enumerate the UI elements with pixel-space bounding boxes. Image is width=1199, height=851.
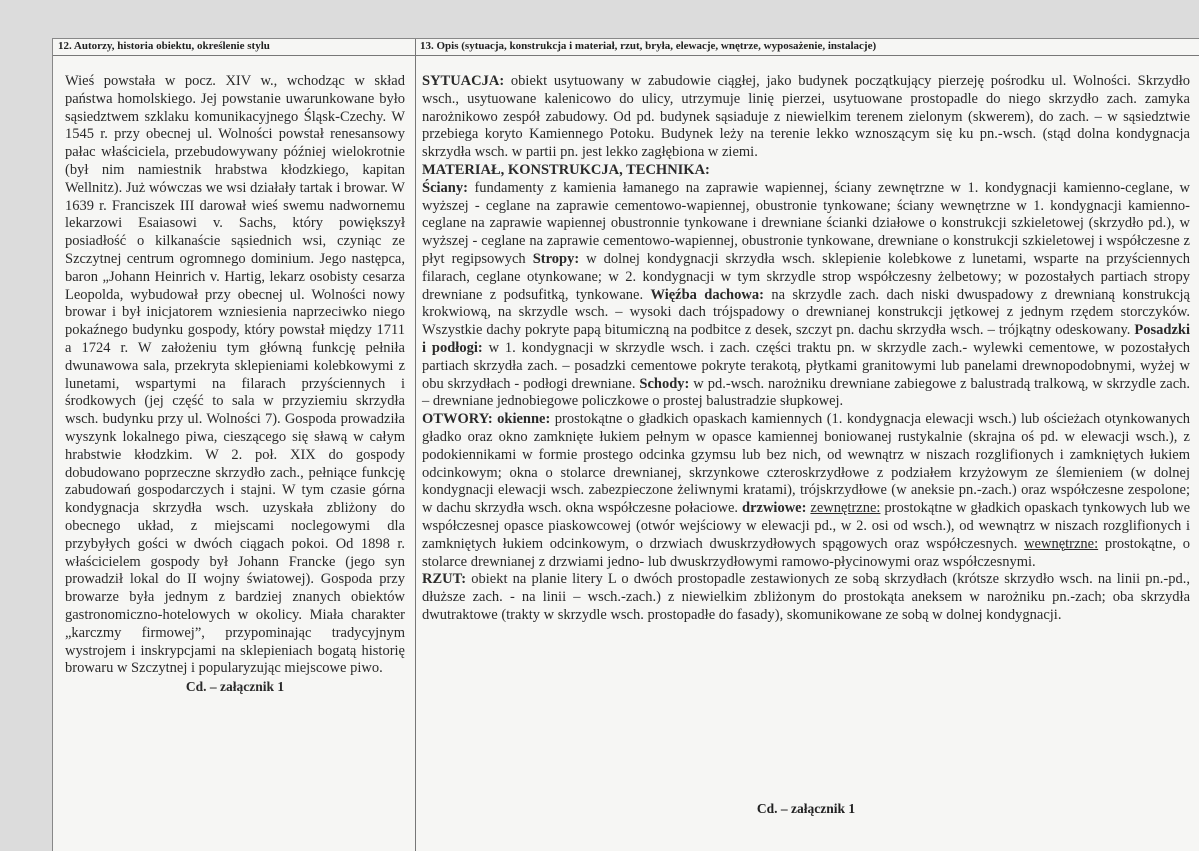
interior-doors-label: wewnętrzne: [1024, 535, 1099, 552]
windows-label: okienne: [497, 411, 551, 428]
header-left: 12. Autorzy, historia obiektu, określenie stylu [58, 40, 270, 52]
form-header [53, 39, 1199, 56]
ceilings-text: w dolnej kondygnacji skrzydła wsch. sklepienie kolebkowe z lunetami, wsparte na przyściennych filarach, ceglane otynkowane; w 2. kondygnacji w tym skrzydle strop współczesny żelbetowy; w pozostałych partiach stropy drewniane z podsufitką, tynkowane. [422, 250, 1190, 303]
description-signature: Cd. – załącznik 1 [756, 801, 856, 816]
roof-text: na skrzydle zach. dach niski dwuspadowy z drewnianą konstrukcją krokwiową, na skrzydle wsch. – wysoki dach trójspadowy o drewnianej konstrukcji jętkowej z jednym rzędem storczyków. Wszystkie dachy pokryte papą bitumiczną na podbitce z desek, szczyt pn. dachu skrzydła wsch. – trójkątny odeskowany. [422, 286, 1190, 339]
interior-doors-text: prostokątne, o stolarce drewnianej z drzwiami jedno- lub dwuskrzydłowymi ramowo-płycinowymi oraz współczesnymi. [422, 535, 1191, 570]
form-sheet [52, 38, 1199, 851]
windows-text: prostokątne o gładkich opaskach kamiennych (1. kondygnacja elewacji wsch.) lub ościeżach otynkowanych gładko oraz okno zamknięte łukiem pełnym w opasce kamiennej boniowanej rustykalnie (skrajna oś pd. w elewacji wsch.), z podokiennikami w formie prostego odcinka gzymsu lub bez nich, od wewnątrz w niszach rozglifionych i zamkniętych łukiem odcinkowym; okna o stolarce drewnianej, skrzynkowe czteroskrzydłowe z podziałem krzyżowym ze ślemieniem (w dolnej kondygnacji elewacji wsch. zabezpieczone żeliwnymi kratami), trójskrzydłowe (w aneksie pn.-zach.) oraz współczesne zespolone; w dachu skrzydła wsch. okna współczesne połaciowe. [422, 411, 1191, 517]
stairs-label: Schody: [639, 375, 690, 392]
construction-paragraph [422, 180, 1190, 411]
history-column [65, 73, 405, 696]
walls-label: Ściany: [422, 179, 468, 196]
openings-paragraph [422, 411, 1190, 571]
situation-text: obiekt usytuowany w zabudowie ciągłej, jako budynek początkujący pierzeję pośrodku ul. Wolności. Skrzydło wsch., usytuowane kalenicowo do ulicy, utrzymuje linię pierzei, usytuowane prostopadle do niego skrzydło zach. zamyka narożnikowo zespół zabudowy. Od pd. budynek sąsiaduje z niewielkim terenem zielonym (skwerem), do zach. – w sąsiedztwie przebiega koryto Kamiennego Potoku. Budynek leży na terenie lekko wznoszącym się ku pn.-wsch. (stąd dolna kondygnacja skrzydła wsch. w partii pn. jest lekko zagłębiona w ziemi. [422, 73, 1191, 161]
situation-paragraph [422, 73, 1190, 162]
material-heading [422, 162, 1190, 180]
floors-text: w 1. kondygnacji w skrzydle wsch. i zach. części traktu pn. w skrzydle zach.- wylewki cementowe, w pozostałych partiach skrzydła zach. – posadzki cementowe pokryte terakotą, płytkami granitowymi lub panelami drewnopodobnymi, wyżej w obu skrzydłach - podłogi drewniane. [422, 339, 1191, 392]
floors-label: Posadzki i podłogi: [422, 322, 1191, 356]
stairs-text: w pd.-wsch. narożniku drewniane zabiegowe z balustradą tralkową, w skrzydle zach. – drewniane jednobiegowe policzkowe o prostej balustradzie słupkowej. [422, 375, 1191, 410]
exterior-doors-text: prostokątne w gładkich opaskach tynkowych lub we współczesnej opasce piaskowcowej (otwór wejściowy w elewacji pd., w 2. osi od wsch.), od wewnątrz w niszach rozglifionych i zamkniętych łukiem odcinkowym, o drzwiach dwuskrzydłowych spągowych oraz współczesnych. [422, 500, 1191, 552]
situation-label: SYTUACJA: [422, 73, 505, 89]
openings-label: OTWORY: [422, 411, 493, 428]
roof-label: Więźba dachowa: [650, 286, 764, 303]
material-heading-text: MATERIAŁ, KONSTRUKCJA, TECHNIKA: [422, 161, 710, 178]
plan-label: RZUT: [422, 571, 467, 588]
ceilings-label: Stropy: [532, 250, 580, 267]
doors-label: drzwiowe: [742, 500, 807, 517]
plan-text: obiekt na planie litery L o dwóch prostopadle zestawionych ze sobą skrzydłach (krótsze skrzydło wsch. na linii pn.-pd., dłuższe zach. - na linii – wsch.-zach.) z niewielkim zbliżonym do prostokąta aneksem w narożniku pn.-zach; oba skrzydła dwutraktowe (trakty w skrzydle wsch. prostopadłe do fasady), skomunikowane ze sobą w dolnej kondygnacji. [422, 571, 1191, 623]
walls-text: fundamenty z kamienia łamanego na zaprawie wapiennej, ściany zewnętrzne w 1. kondygnacji kamienno-ceglane, w wyższej - ceglane na zaprawie cementowo-wapiennej, obustronie tynkowane; ściany wewnętrzne w 1. kondygnacji kamienno-ceglane na zaprawie wapiennej obustronnie tynkowane i drewniane ścianki działowe o konstrukcji szkieletowej (skrzydło pd.), w wyższej - ceglane na zaprawie cementowo-wapiennej, obustronie tynkowane, drewniane o konstrukcji szkieletowej i współczesne z płyt regipsowych [422, 179, 1190, 267]
history-text: Wieś powstała w pocz. XIV w., wchodząc w skład państwa homolskiego. Jej powstanie uwarunkowane było sąsiedztwem szklaku komunikacyjnego Śląsk-Czechy. W 1545 r. przy obecnej ul. Wolności powstał renesansowy pałac właściciela, przebudowywany później wielokrotnie (był nim namiestnik hrabstwa kłodzkiego, kapitan Wellnitz). Już wówczas we wsi działały tartak i browar. W 1639 r. Franciszek III darował wieś swemu nadwornemu lekarzowi Esaiasowi v. Sachs, który powiększył posiadłość o kilkanaście sąsiednich wsi, czyniąc ze Szczytnej centrum ogromnego dominium. Jego następca, baron „Johann Heinrich v. Hartig, lekarz osobisty cesarza Leopolda, wybudował przy obecnej ul. Wolności nowy browar i był inicjatorem wzniesienia naprzeciwko niego pokaźnego budynku gospody, który powstał między 1711 a 1724 r. W założeniu tym główną funkcję pełniła dwunawowa sala, przekryta sklepieniami kolebkowymi z lunetami, wspartymi na filarach przyściennych i środkowych (jej część to sala w przyziemiu skrzydła wsch. budynku przy ul. Wolności 7). Gospoda prowadziła wyszynk lokalnego piwa, cieszącego się sławą w całym hrabstwie kłodzkim. W 2. poł. XIX do gospody dobudowano poprzeczne skrzydło zach., pełniące funkcję zabudowań gospodarczych i stajni. W tym czasie górna kondygnacja skrzydła wsch. uzyskała zbliżony do obecnego układ, z miejscami noclegowymi dla przybyłych gości w dwóch ciągach pokoi. Od 1898 r. właścicielem gospody był Johann Francke (jego syn prowadził lokal do II wojny światowej). Gospoda przy browarze była jednym z bardziej znanych obiektów gastronomiczno-hotelowych w okolicy. Miała charakter „karczmy firmowej”, przypominając tradycyjnym wystrojem i inskrypcjami na sklepieniach bogatą historię browaru w Szczytnej i popularyzując miejscowe piwo. [65, 73, 405, 677]
history-signature: Cd. – załącznik 1 [185, 679, 285, 695]
description-column [422, 73, 1190, 625]
exterior-doors-label: zewnętrzne: [810, 500, 881, 517]
plan-paragraph [422, 571, 1190, 624]
header-right: 13. Opis (sytuacja, konstrukcja i materiał, rzut, bryła, elewacje, wnętrze, wyposażenie, instalacje) [420, 40, 877, 52]
column-divider [415, 39, 416, 851]
